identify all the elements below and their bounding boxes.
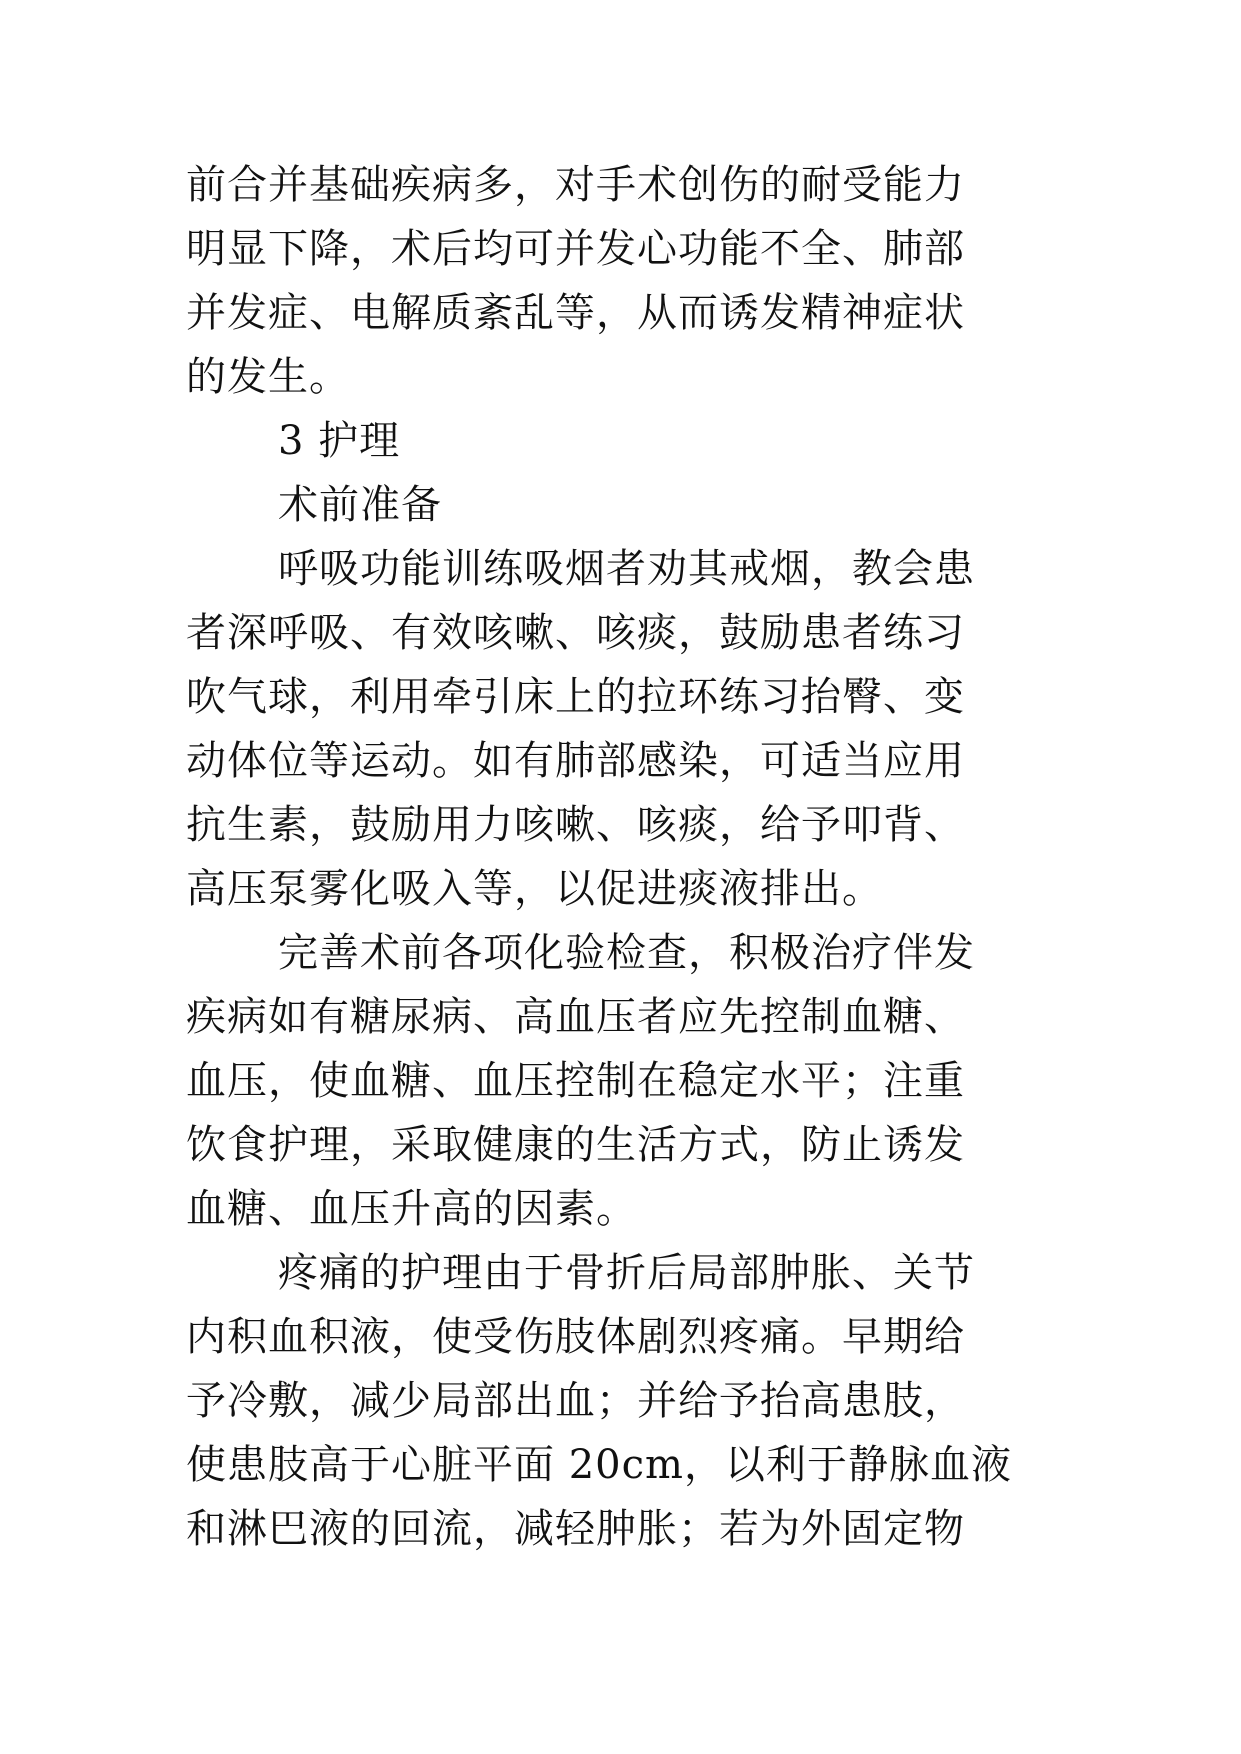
document-body — [186, 153, 1066, 1561]
text-line: 饮食护理，采取健康的生活方式，防止诱发 — [186, 1122, 965, 1168]
text-line: 抗生素，鼓励用力咳嗽、咳痰，给予叩背、 — [186, 802, 965, 848]
text-line: 3 护理 — [278, 418, 401, 464]
text-line: 动体位等运动。如有肺部感染，可适当应用 — [186, 738, 965, 784]
text-line: 疾病如有糖尿病、高血压者应先控制血糖、 — [186, 994, 965, 1040]
text-line: 呼吸功能训练吸烟者劝其戒烟，教会患 — [278, 546, 975, 592]
text-line: 术前准备 — [278, 482, 442, 528]
text-line: 高压泵雾化吸入等，以促进痰液排出。 — [186, 866, 883, 912]
text-line: 前合并基础疾病多，对手术创伤的耐受能力 — [186, 162, 965, 208]
text-line: 吹气球，利用牵引床上的拉环练习抬臀、变 — [186, 674, 965, 720]
text-line: 明显下降，术后均可并发心功能不全、肺部 — [186, 226, 965, 272]
text-line: 疼痛的护理由于骨折后局部肿胀、关节 — [278, 1250, 975, 1296]
text-line: 使患肢高于心脏平面 20cm，以利于静脉血液 — [186, 1442, 1012, 1488]
text-line: 血压，使血糖、血压控制在稳定水平；注重 — [186, 1058, 965, 1104]
text-line: 者深呼吸、有效咳嗽、咳痰，鼓励患者练习 — [186, 610, 965, 656]
text-line: 完善术前各项化验检查，积极治疗伴发 — [278, 930, 975, 976]
text-line: 血糖、血压升高的因素。 — [186, 1186, 637, 1232]
text-line: 并发症、电解质紊乱等，从而诱发精神症状 — [186, 290, 965, 336]
text-line: 予冷敷，减少局部出血；并给予抬高患肢， — [186, 1378, 965, 1424]
text-line: 内积血积液，使受伤肢体剧烈疼痛。早期给 — [186, 1314, 965, 1360]
text-line: 和淋巴液的回流，减轻肿胀；若为外固定物 — [186, 1506, 965, 1552]
text-line: 的发生。 — [186, 354, 350, 400]
